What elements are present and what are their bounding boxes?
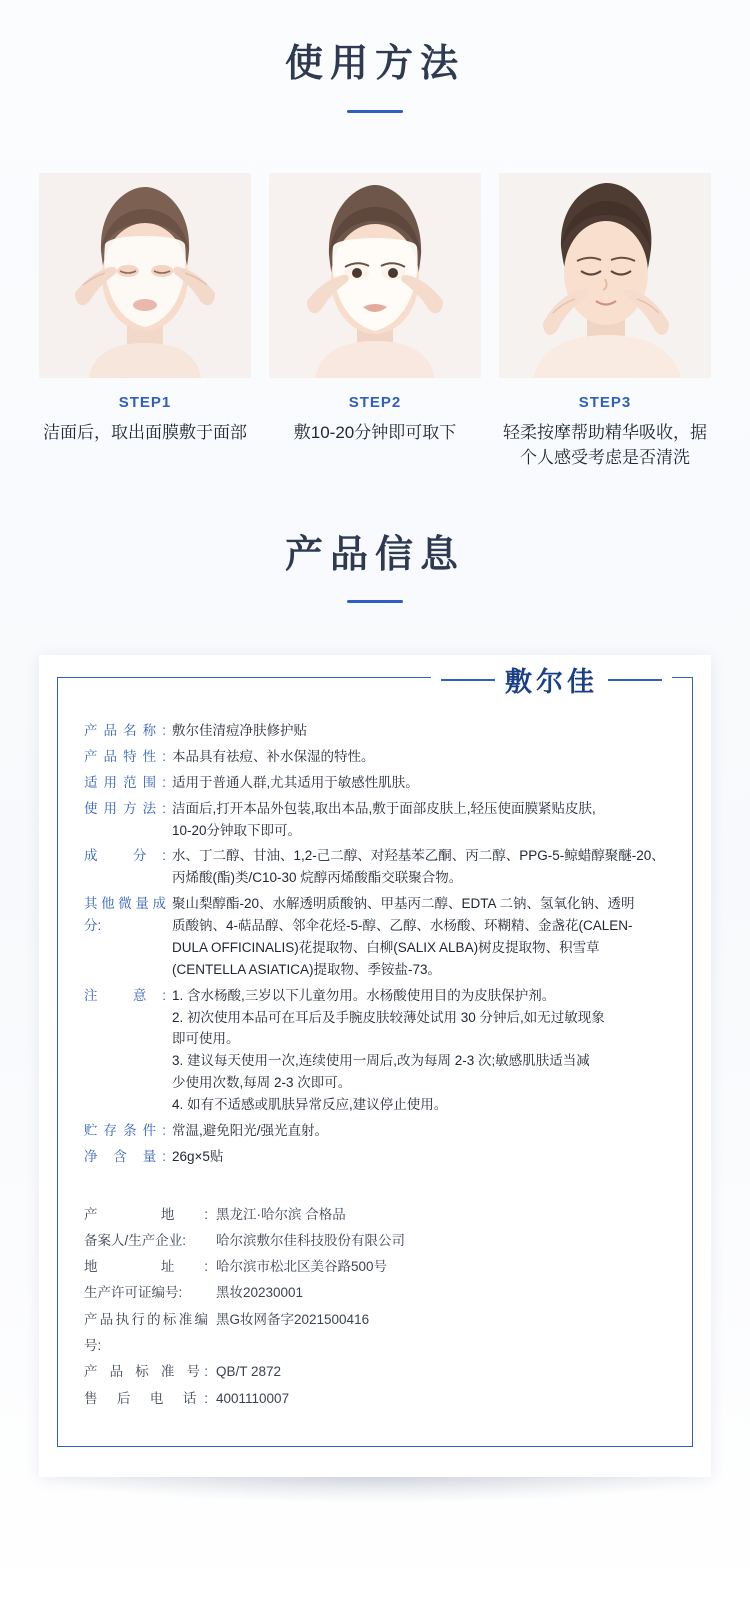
spec-value xyxy=(172,746,666,768)
spec-line: 10-20分钟取下即可。 xyxy=(172,822,302,838)
spec-row-usage xyxy=(84,798,666,842)
spec-row-product-name xyxy=(84,720,666,742)
step-item xyxy=(499,173,711,471)
spec-row-notes xyxy=(84,985,666,1116)
card-shadow xyxy=(39,1477,711,1503)
spec-row-features xyxy=(84,746,666,768)
footer-row-record-number xyxy=(84,1307,666,1360)
spec-key: 其他微量成分: xyxy=(84,896,166,934)
footer-key: 备案人/生产企业: xyxy=(84,1232,187,1248)
footer-value: 黑龙江·哈尔滨 合格品 xyxy=(216,1206,346,1222)
spec-key: 贮存条件: xyxy=(84,1122,166,1138)
spec-value xyxy=(172,845,666,889)
footer-value: 哈尔滨市松北区美谷路500号 xyxy=(216,1259,388,1275)
spec-key: 净 含 量: xyxy=(84,1148,166,1164)
manufacturer-table xyxy=(84,1202,666,1413)
spec-key: 成 分: xyxy=(84,848,166,864)
spec-line: (CENTELLA ASIATICA)提取物、季铵盐-73。 xyxy=(172,961,442,977)
footer-key: 产品执行的标准编号: xyxy=(84,1311,208,1354)
footer-value: QB/T 2872 xyxy=(216,1364,282,1380)
spec-key: 产品名称: xyxy=(84,723,166,739)
footer-key: 产 地: xyxy=(84,1206,208,1222)
bottom-spacer xyxy=(0,1503,750,1543)
step2-desc: 敷10-20分钟即可取下 xyxy=(293,422,457,442)
note-line: 3. 建议每天使用一次,连续使用一周后,改为每周 2-3 次;敏感肌肤适当减 xyxy=(172,1053,590,1069)
spec-row-storage xyxy=(84,1120,666,1142)
step-item xyxy=(39,173,251,471)
footer-key: 生产许可证编号: xyxy=(84,1285,183,1301)
brand-logo-text: 敷尔佳 xyxy=(505,667,598,698)
product-section-header xyxy=(0,533,750,604)
spec-row-net-content xyxy=(84,1146,666,1168)
footer-row-license xyxy=(84,1280,666,1306)
note-line: 少使用次数,每周 2-3 次即可。 xyxy=(172,1075,352,1091)
spec-key: 注 意: xyxy=(84,987,166,1003)
usage-steps xyxy=(39,173,711,471)
spec-value xyxy=(172,893,666,980)
spec-table xyxy=(84,720,666,1167)
step-item xyxy=(269,173,481,471)
spec-line: 本品具有祛痘、补水保湿的特性。 xyxy=(172,749,375,765)
spec-value xyxy=(172,985,666,1116)
section-spacer xyxy=(0,471,750,533)
brand-row xyxy=(431,660,672,699)
footer-row-manufacturer xyxy=(84,1228,666,1254)
brand-rule-left xyxy=(441,679,495,681)
note-line: 4. 如有不适感或肌肤异常反应,建议停止使用。 xyxy=(172,1096,448,1112)
spec-line: 质酸钠、4-萜品醇、邻伞花烃-5-醇、乙醇、水杨酸、环糊精、金盏花(CALEN- xyxy=(172,918,633,934)
footer-value: 哈尔滨敷尔佳科技股份有限公司 xyxy=(216,1232,405,1248)
spec-key: 使用方法: xyxy=(84,800,166,816)
spec-row-scope xyxy=(84,772,666,794)
footer-row-address xyxy=(84,1254,666,1280)
usage-title: 使用方法 xyxy=(284,43,465,85)
spec-value xyxy=(172,772,666,794)
note-line: 1. 含水杨酸,三岁以下儿童勿用。水杨酸使用目的为皮肤保护剂。 xyxy=(172,987,556,1003)
spec-line: 26g×5贴 xyxy=(172,1148,224,1164)
spec-line: 适用于普通人群,尤其适用于敏感性肌肤。 xyxy=(172,774,419,790)
spec-key: 适用范围: xyxy=(84,774,166,790)
note-line: 2. 初次使用本品可在耳后及手腕皮肤较薄处试用 30 分钟后,如无过敏现象 xyxy=(172,1009,605,1025)
step3-desc: 轻柔按摩帮助精华吸收，据个人感受考虑是否清洗 xyxy=(503,422,707,468)
spec-line: 常温,避免阳光/强光直射。 xyxy=(172,1122,329,1138)
footer-key: 产 品 标 准 号: xyxy=(84,1364,208,1380)
spec-row-trace-ingredients xyxy=(84,893,666,980)
footer-row-origin xyxy=(84,1202,666,1228)
top-spacer xyxy=(0,0,750,42)
footer-row-standard xyxy=(84,1359,666,1385)
brand-rule-right xyxy=(608,679,662,681)
product-info-border xyxy=(57,667,693,1447)
note-line: 即可使用。 xyxy=(172,1031,240,1047)
spec-line: 水、丁二醇、甘油、1,2-己二醇、对羟基苯乙酮、丙二醇、PPG-5-鲸蜡醇聚醚-20、 xyxy=(172,848,665,864)
spec-key: 产品特性: xyxy=(84,749,166,765)
spec-line: 丙烯酸(酯)类/C10-30 烷醇丙烯酸酯交联聚合物。 xyxy=(172,870,463,886)
step1-image xyxy=(39,173,251,378)
step2-image xyxy=(269,173,481,378)
spec-line: 敷尔佳清痘净肤修护贴 xyxy=(172,723,307,739)
spec-row-ingredients xyxy=(84,845,666,889)
product-title: 产品信息 xyxy=(284,533,465,576)
spec-value xyxy=(172,720,666,742)
spec-line: 聚山梨醇酯-20、水解透明质酸钠、甲基丙二醇、EDTA 二钠、氢氧化钠、透明 xyxy=(172,896,635,912)
spec-value xyxy=(172,1146,666,1168)
product-info-card xyxy=(39,655,711,1477)
spec-line: DULA OFFICINALIS)花提取物、白柳(SALIX ALBA)树皮提取物、积雪草 xyxy=(172,939,600,955)
info-gap xyxy=(84,1172,666,1198)
product-title-underline xyxy=(347,600,403,603)
footer-value: 黑妆20230001 xyxy=(216,1285,304,1301)
footer-key: 售 后 电 话: xyxy=(84,1390,208,1406)
step3-image xyxy=(499,173,711,378)
spec-value xyxy=(172,798,666,842)
step1-desc: 洁面后，取出面膜敷于面部 xyxy=(43,422,247,442)
footer-row-service-phone xyxy=(84,1386,666,1412)
step1-label: STEP1 xyxy=(118,393,172,411)
step2-label: STEP2 xyxy=(348,393,402,411)
footer-value: 黑G妆网备字2021500416 xyxy=(216,1311,370,1327)
usage-title-underline xyxy=(347,110,403,113)
footer-value: 4001110007 xyxy=(216,1390,290,1406)
footer-key: 地 址: xyxy=(84,1259,208,1275)
step3-label: STEP3 xyxy=(578,393,632,411)
spec-line: 洁面后,打开本品外包装,取出本品,敷于面部皮肤上,轻压使面膜紧贴皮肤, xyxy=(172,800,596,816)
usage-section-header xyxy=(0,42,750,113)
spec-value xyxy=(172,1120,666,1142)
